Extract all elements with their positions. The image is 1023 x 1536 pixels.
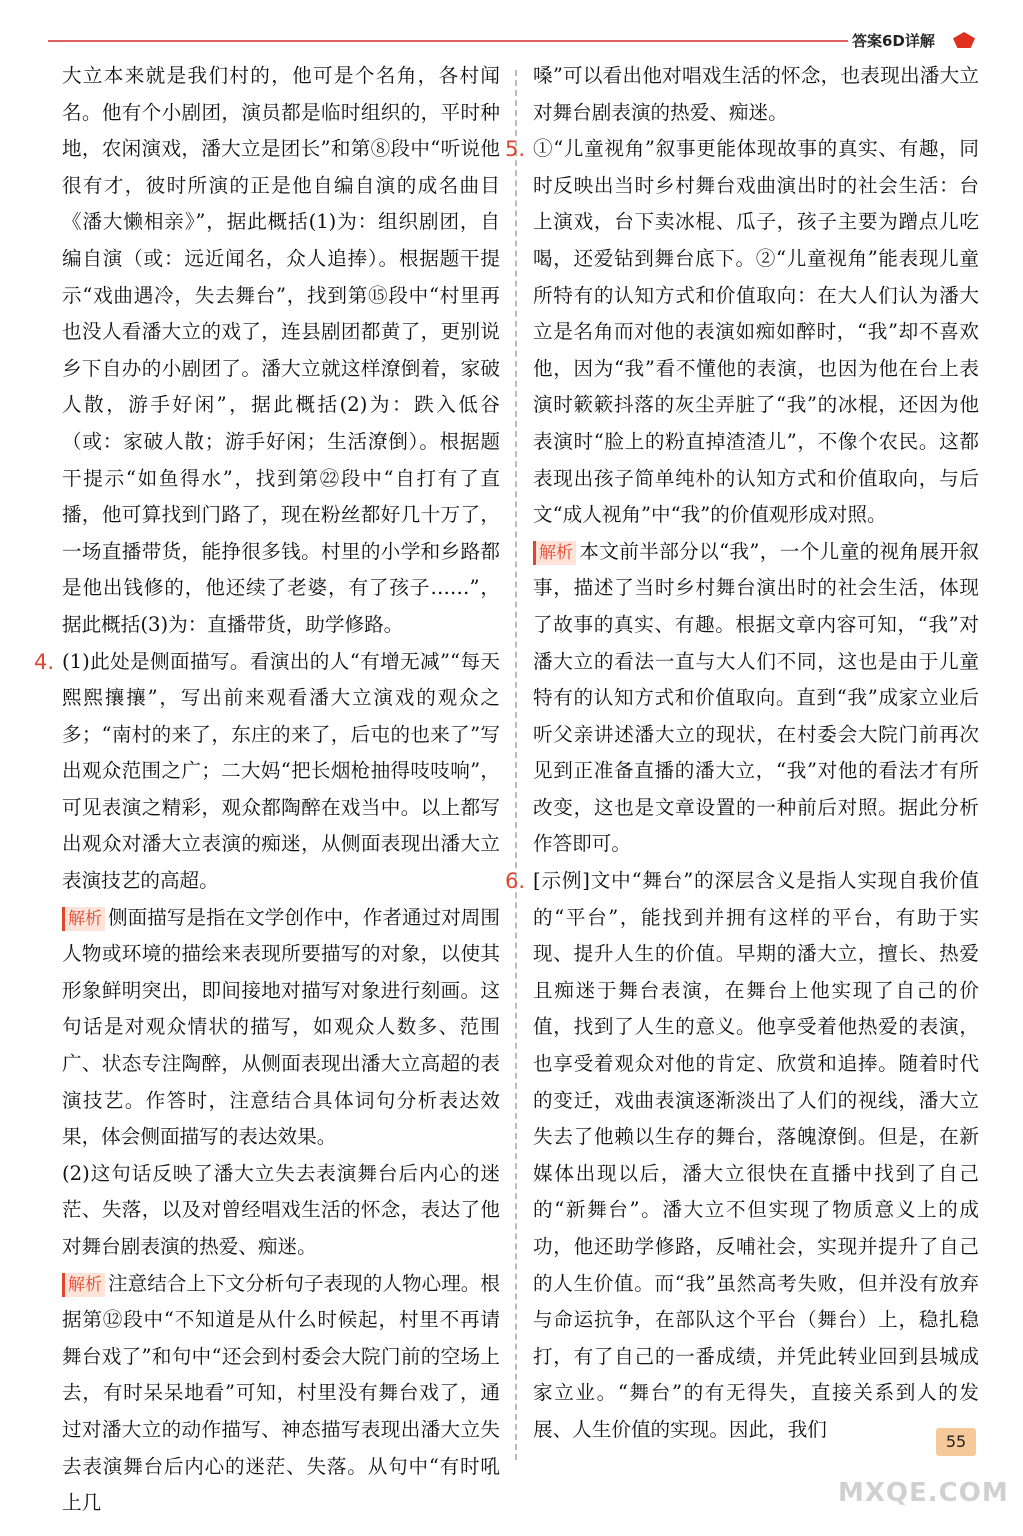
question-4-number: 4. (34, 649, 55, 674)
q4-continuation: 嗓”可以看出他对唱戏生活的怀念，也表现出潘大立对舞台剧表演的热爱、痴迷。 (533, 64, 979, 124)
watermark: MXQE.COM (838, 1478, 1009, 1508)
q5-answer: ①“儿童视角”叙事更能体现故事的真实、有趣，同时反映出当时乡村舞台戏曲演出时的社会生活：台上演戏，台下卖冰棍、瓜子，孩子主要为蹭点儿吃喝，还爱钻到舞台底下。②“儿童视角”能表现儿童所特有的认知方式和价值取向：在大人们认为潘大立是名角而对他的表演如痴如醉时，“我”却不喜欢他，因为“我”看不懂他的表演，也因为他在台上表演时簌簌抖落的灰尘弄脏了“我”的冰棍，还因为他表演时“脸上的粉直掉渣渣儿”，不像个农民。这都表现出孩子简单纯朴的认知方式和价值取向，与后文“成人视角”中“我”的价值观形成对照。 (533, 137, 979, 527)
q3-continuation: 大立本来就是我们村的，他可是个名角，各村闻名。他有个小剧团，演员都是临时组织的，平时种地，农闲演戏，潘大立是团长”和第⑧段中“听说他很有才，彼时所演的正是他自编自演的成名曲目《潘大懒相亲》”，据此概括(1)为：组织剧团，自编自演（或：远近闻名，众人追捧）。根据题干提示“戏曲遇冷，失去舞台”，找到第⑮段中“村里再也没人看潘大立的戏了，连县剧团都黄了，更别说乡下自办的小剧团了。潘大立就这样潦倒着，家破人散，游手好闲”，据此概括(2)为：跌入低谷（或：家破人散；游手好闲；生活潦倒）。根据题干提示“如鱼得水”，找到第㉒段中“自打有了直播，他可算找到门路了，现在粉丝都好几十万了，一场直播带货，能挣很多钱。村里的小学和乡路都是他出钱修的，他还续了老婆，有了孩子……”，据此概括(3)为：直播带货，助学修路。 (62, 64, 500, 636)
q4-answer-2: (2)这句话反映了潘大立失去表演舞台后内心的迷茫、失落，以及对曾经唱戏生活的怀念，表达了他对舞台剧表演的热爱、痴迷。 (62, 1161, 500, 1258)
question-4 (34, 644, 500, 1522)
q4-analysis-2 (62, 1266, 500, 1522)
header-rule (48, 40, 848, 42)
q5-analysis-text: 本文前半部分以“我”，一个儿童的视角展开叙事，描述了当时乡村舞台演出时的社会生活，体现了故事的真实、有趣。根据文章内容可知，“我”对潘大立的看法一直与大人们不同，这也是由于儿童特有的认知方式和价值取向。直到“我”成家立业后听父亲讲述潘大立的现状，在村委会大院门前再次见到正准备直播的潘大立，“我”对他的看法才有所改变，这也是文章设置的一种前后对照。据此分析作答即可。 (533, 539, 979, 856)
column-divider (515, 70, 517, 1460)
q4-analysis-2-text: 注意结合上下文分析句子表现的人物心理。根据第⑫段中“不知道是从什么时候起，村里不再请舞台戏了”和句中“还会到村委会大院门前的空场上去，有时呆呆地看”可知，村里没有舞台戏了，通过对潘大立的动作描写、神态描写表现出潘大立失去表演舞台后内心的迷茫、失落。从句中“有时吼上几 (62, 1271, 500, 1515)
right-column (505, 58, 979, 1449)
header-label: 答案6D详解 (852, 32, 935, 50)
question-6 (505, 863, 979, 1449)
q5-analysis (533, 534, 979, 863)
page-number: 55 (936, 1428, 976, 1456)
analysis-tag: 解析 (62, 907, 105, 931)
question-5 (505, 131, 979, 863)
q4-analysis-1-text: 侧面描写是指在文学创作中，作者通过对周围人物或环境的描绘来表现所要描写的对象，以使其形象鲜明突出，即间接地对描写对象进行刻画。这句话是对观众情状的描写，如观众人数多、范围广、状态专注陶醉，从侧面表现出潘大立高超的表演技艺。作答时，注意结合具体词句分析表达效果，体会侧面描写的表达效果。 (62, 905, 500, 1149)
question-5-number: 5. (505, 137, 526, 162)
q6-answer: [示例]文中“舞台”的深层含义是指人实现自我价值的“平台”，能找到并拥有这样的平台，有助于实现、提升人生的价值。早期的潘大立，擅长、热爱且痴迷于舞台表演，在舞台上他实现了自己的价值，找到了人生的意义。他享受着他热爱的表演，也享受着观众对他的肯定、欣赏和追捧。随着时代的变迁，戏曲表演逐渐淡出了人们的视线，潘大立失去了他赖以生存的舞台，落魄潦倒。但是，在新媒体出现以后，潘大立很快在直播中找到了自己的“新舞台”。潘大立不但实现了物质意义上的成功，他还助学修路，反哺社会，实现并提升了自己的人生价值。而“我”虽然高考失败，但并没有放弃与命运抗争，在部队这个平台（舞台）上，稳扎稳打，有了自己的一番成绩，并凭此转业回到县城成家立业。“舞台”的有无得失，直接关系到人的发展、人生价值的实现。因此，我们 (533, 869, 979, 1441)
q4-analysis-1 (62, 900, 500, 1156)
header-logo-icon (953, 32, 975, 48)
q4-answer-1: (1)此处是侧面描写。看演出的人“有增无减”“每天熙熙攘攘”，写出前来观看潘大立演戏的观众之多；“南村的来了，东庄的来了，后屯的也来了”写出观众范围之广；二大妈“把长烟枪抽得吱吱响”，可见表演之精彩，观众都陶醉在戏当中。以上都写出观众对潘大立表演的痴迷，从侧面表现出潘大立表演技艺的高超。 (62, 649, 500, 893)
question-6-number: 6. (505, 869, 526, 894)
analysis-tag: 解析 (62, 1273, 105, 1297)
left-column (34, 58, 500, 1522)
analysis-tag: 解析 (533, 541, 576, 565)
